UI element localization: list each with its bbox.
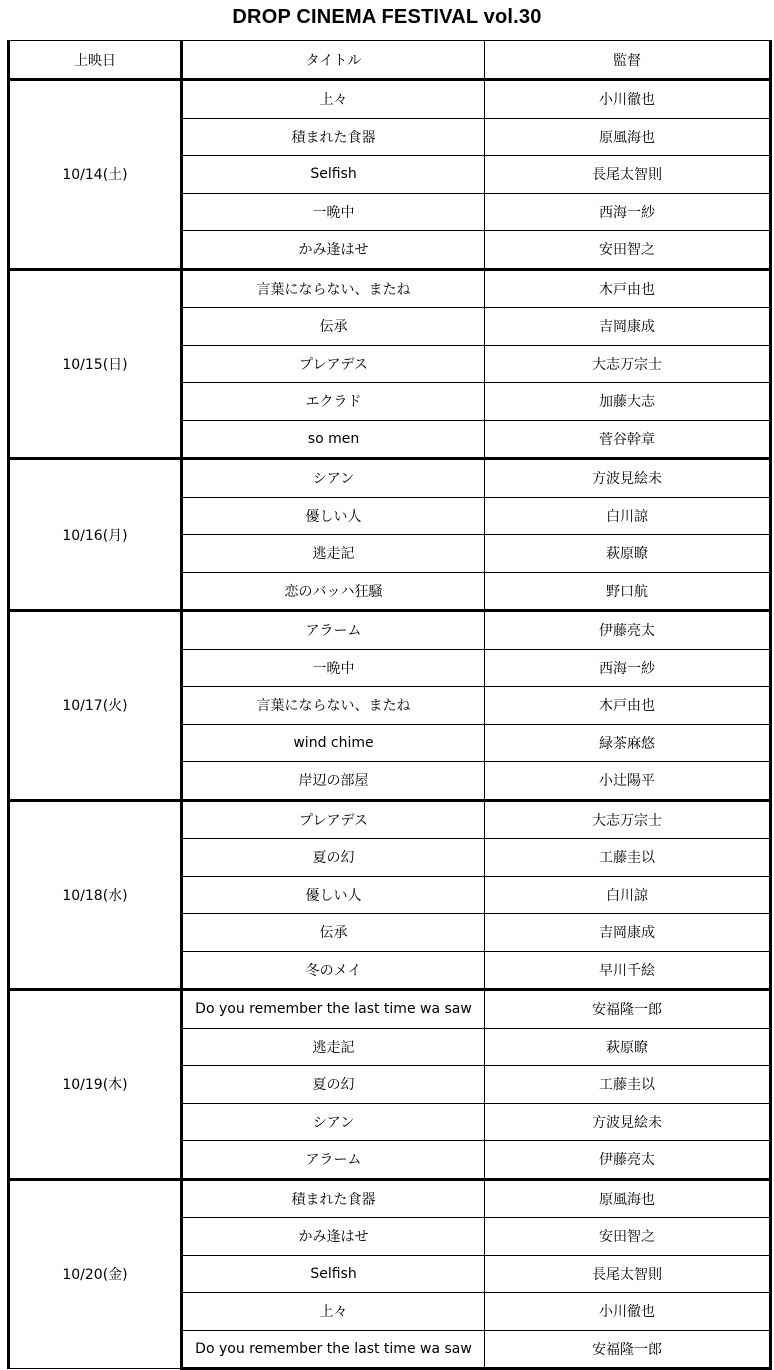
film-title: アラーム — [182, 611, 485, 650]
film-director: 小川徹也 — [485, 1293, 771, 1331]
film-title: 言葉にならない、またね — [182, 269, 485, 308]
film-title: シアン — [182, 459, 485, 498]
film-director: 萩原瞭 — [485, 1028, 771, 1066]
film-director: 方波見絵未 — [485, 1103, 771, 1141]
film-title: 恋のバッハ狂騒 — [182, 572, 485, 611]
film-title: 夏の幻 — [182, 839, 485, 877]
film-title: かみ逢はせ — [182, 1218, 485, 1256]
film-director: 工藤圭以 — [485, 1066, 771, 1104]
film-director: 長尾太智則 — [485, 1255, 771, 1293]
film-title: Selfish — [182, 1255, 485, 1293]
film-title: 伝承 — [182, 308, 485, 346]
film-director: 吉岡康成 — [485, 914, 771, 952]
film-director: 小川徹也 — [485, 80, 771, 119]
film-title: 一晩中 — [182, 193, 485, 231]
screening-date: 10/17(火) — [9, 611, 182, 801]
film-director: 西海一紗 — [485, 649, 771, 687]
film-title: Do you remember the last time wa saw — [182, 1330, 485, 1369]
table-row — [9, 269, 771, 308]
film-title: 優しい人 — [182, 497, 485, 535]
film-director: 萩原瞭 — [485, 535, 771, 573]
film-title: 冬のメイ — [182, 951, 485, 990]
table-row — [9, 990, 771, 1029]
header-director: 監督 — [485, 41, 771, 80]
film-director: 安田智之 — [485, 1218, 771, 1256]
film-director: 安田智之 — [485, 231, 771, 270]
film-director: 方波見絵未 — [485, 459, 771, 498]
film-title: シアン — [182, 1103, 485, 1141]
header-row — [9, 41, 771, 80]
film-director: 伊藤亮太 — [485, 611, 771, 650]
film-director: 早川千絵 — [485, 951, 771, 990]
film-title: 一晩中 — [182, 649, 485, 687]
film-director: 木戸由也 — [485, 687, 771, 725]
film-director: 大志万宗士 — [485, 345, 771, 383]
film-title: プレアデス — [182, 345, 485, 383]
film-title: 上々 — [182, 1293, 485, 1331]
film-title: 岸辺の部屋 — [182, 762, 485, 801]
film-director: 加藤大志 — [485, 383, 771, 421]
film-title: so men — [182, 420, 485, 459]
film-title: Selfish — [182, 156, 485, 194]
header-date: 上映日 — [9, 41, 182, 80]
schedule-body — [9, 80, 771, 1369]
screening-date: 10/20(金) — [9, 1179, 182, 1369]
film-director: 木戸由也 — [485, 269, 771, 308]
film-title: 言葉にならない、またね — [182, 687, 485, 725]
table-row — [9, 800, 771, 839]
film-title: 伝承 — [182, 914, 485, 952]
film-director: 安福隆一郎 — [485, 1330, 771, 1369]
film-title: 優しい人 — [182, 876, 485, 914]
film-title: エクラド — [182, 383, 485, 421]
screening-date: 10/14(土) — [9, 80, 182, 270]
film-title: プレアデス — [182, 800, 485, 839]
screening-date: 10/18(水) — [9, 800, 182, 990]
table-row — [9, 80, 771, 119]
film-title: かみ逢はせ — [182, 231, 485, 270]
film-director: 白川諒 — [485, 497, 771, 535]
film-director: 西海一紗 — [485, 193, 771, 231]
screening-date: 10/19(木) — [9, 990, 182, 1180]
film-director: 小辻陽平 — [485, 762, 771, 801]
film-director: 菅谷幹章 — [485, 420, 771, 459]
film-title: 積まれた食器 — [182, 1179, 485, 1218]
table-row — [9, 611, 771, 650]
film-director: 野口航 — [485, 572, 771, 611]
film-title: アラーム — [182, 1141, 485, 1180]
film-title: 逃走記 — [182, 1028, 485, 1066]
film-director: 白川諒 — [485, 876, 771, 914]
film-title: 夏の幻 — [182, 1066, 485, 1104]
screening-date: 10/16(月) — [9, 459, 182, 611]
film-director: 工藤圭以 — [485, 839, 771, 877]
header-title: タイトル — [182, 41, 485, 80]
film-director: 原風海也 — [485, 118, 771, 156]
film-director: 吉岡康成 — [485, 308, 771, 346]
film-title: 積まれた食器 — [182, 118, 485, 156]
table-row — [9, 459, 771, 498]
film-title: 上々 — [182, 80, 485, 119]
screening-date: 10/15(日) — [9, 269, 182, 459]
film-title: 逃走記 — [182, 535, 485, 573]
schedule-table — [7, 40, 772, 1370]
film-director: 長尾太智則 — [485, 156, 771, 194]
film-director: 大志万宗士 — [485, 800, 771, 839]
film-director: 緑茶麻悠 — [485, 724, 771, 762]
film-title: wind chime — [182, 724, 485, 762]
film-title: Do you remember the last time wa saw — [182, 990, 485, 1029]
film-director: 安福隆一郎 — [485, 990, 771, 1029]
film-director: 伊藤亮太 — [485, 1141, 771, 1180]
table-row — [9, 1179, 771, 1218]
page-title: DROP CINEMA FESTIVAL vol.30 — [232, 6, 542, 28]
film-director: 原風海也 — [485, 1179, 771, 1218]
